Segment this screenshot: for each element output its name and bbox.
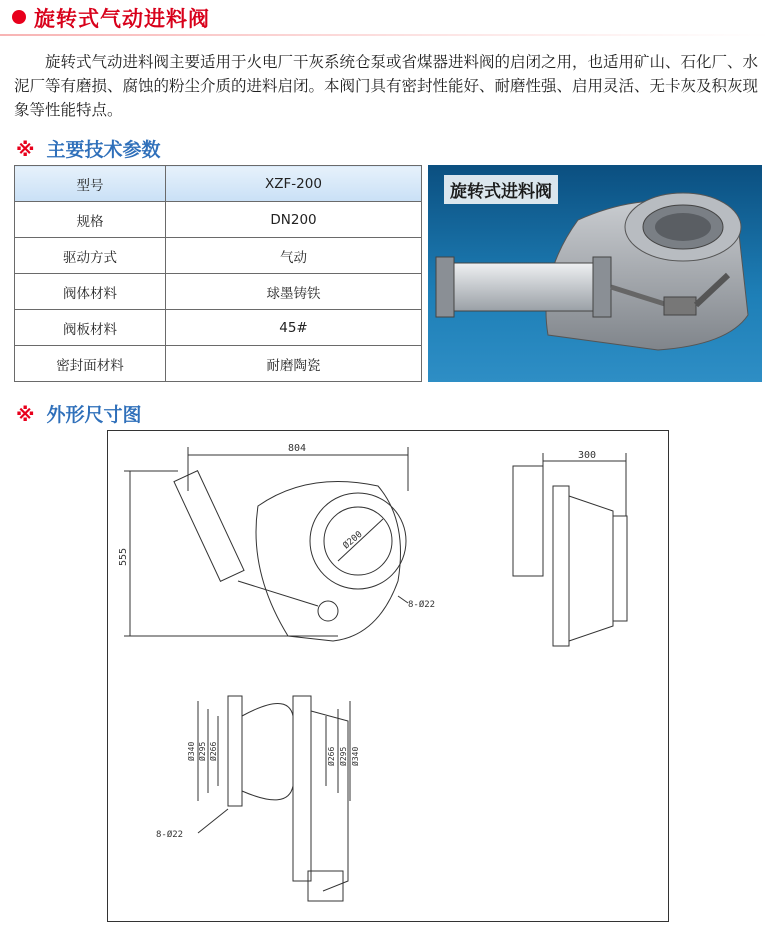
param-value: 45# bbox=[166, 310, 422, 346]
param-value: 球墨铸铁 bbox=[166, 274, 422, 310]
dim-bolts-label: 8-Ø22 bbox=[408, 600, 436, 610]
title-divider bbox=[0, 34, 770, 36]
reference-mark-icon: ※ bbox=[16, 139, 35, 161]
table-row bbox=[15, 202, 422, 238]
side-outlet bbox=[613, 516, 627, 621]
bottom-actuator bbox=[308, 871, 343, 901]
table-row bbox=[15, 274, 422, 310]
reference-mark-icon: ※ bbox=[16, 404, 35, 426]
dim-340-left: Ø340 bbox=[187, 741, 196, 761]
bottom-flange-right bbox=[293, 696, 311, 881]
linkage-line bbox=[238, 581, 318, 606]
title-bullet-icon bbox=[12, 10, 26, 24]
dim-line bbox=[398, 596, 408, 603]
table-row bbox=[15, 166, 422, 202]
dim-side-label: 300 bbox=[578, 450, 597, 461]
params-table bbox=[14, 165, 422, 382]
dim-bore-label: Ø200 bbox=[341, 529, 365, 552]
table-row bbox=[15, 310, 422, 346]
bottom-body bbox=[242, 704, 293, 800]
valve-body-outline bbox=[256, 482, 401, 642]
dim-width-label: 804 bbox=[288, 443, 307, 454]
table-row bbox=[15, 346, 422, 382]
side-cylinder bbox=[513, 466, 543, 576]
params-section-heading bbox=[16, 135, 161, 162]
product-photo bbox=[428, 165, 762, 382]
dimension-drawing bbox=[107, 430, 669, 922]
dim-295-left: Ø295 bbox=[198, 741, 207, 761]
dim-266-left: Ø266 bbox=[209, 741, 218, 761]
intro-paragraph: 旋转式气动进料阀主要适用于火电厂干灰系统仓泵或省煤器进料阀的启闭之用，也适用矿山、石化厂、水泥厂等有磨损、腐蚀的粉尘介质的进料启闭。本阀门具有密封性能好、耐磨性强、启用灵活、无卡灰及积灰现象等性能特点。 bbox=[14, 53, 759, 119]
param-label: 规格 bbox=[15, 202, 166, 238]
photo-caption: 旋转式进料阀 bbox=[444, 175, 558, 204]
dimension-section-heading bbox=[16, 400, 142, 427]
dimension-section-title: 外形尺寸图 bbox=[46, 404, 142, 426]
table-row bbox=[15, 238, 422, 274]
param-label: 密封面材料 bbox=[15, 346, 166, 382]
shaft-circle bbox=[318, 601, 338, 621]
param-label: 驱动方式 bbox=[15, 238, 166, 274]
params-section-title: 主要技术参数 bbox=[46, 139, 161, 161]
bottom-body-right bbox=[311, 711, 348, 891]
dim-340-right: Ø340 bbox=[351, 746, 360, 766]
side-body bbox=[569, 496, 613, 641]
dim-line bbox=[198, 809, 228, 833]
drawing-canvas bbox=[108, 431, 668, 921]
param-value: 耐磨陶瓷 bbox=[166, 346, 422, 382]
dim-295-right: Ø295 bbox=[339, 746, 348, 766]
page-title: 旋转式气动进料阀 bbox=[34, 7, 210, 31]
param-label: 阀板材料 bbox=[15, 310, 166, 346]
dim-bolts-bottom-label: 8-Ø22 bbox=[156, 830, 184, 840]
dim-266-right: Ø266 bbox=[327, 746, 336, 766]
cylinder-outline bbox=[174, 471, 244, 582]
bottom-flange-left bbox=[228, 696, 242, 806]
dim-height-label: 555 bbox=[118, 547, 129, 566]
param-value: XZF-200 bbox=[166, 166, 422, 202]
param-value: DN200 bbox=[166, 202, 422, 238]
param-label: 型号 bbox=[15, 166, 166, 202]
param-value: 气动 bbox=[166, 238, 422, 274]
side-flange bbox=[553, 486, 569, 646]
param-label: 阀体材料 bbox=[15, 274, 166, 310]
